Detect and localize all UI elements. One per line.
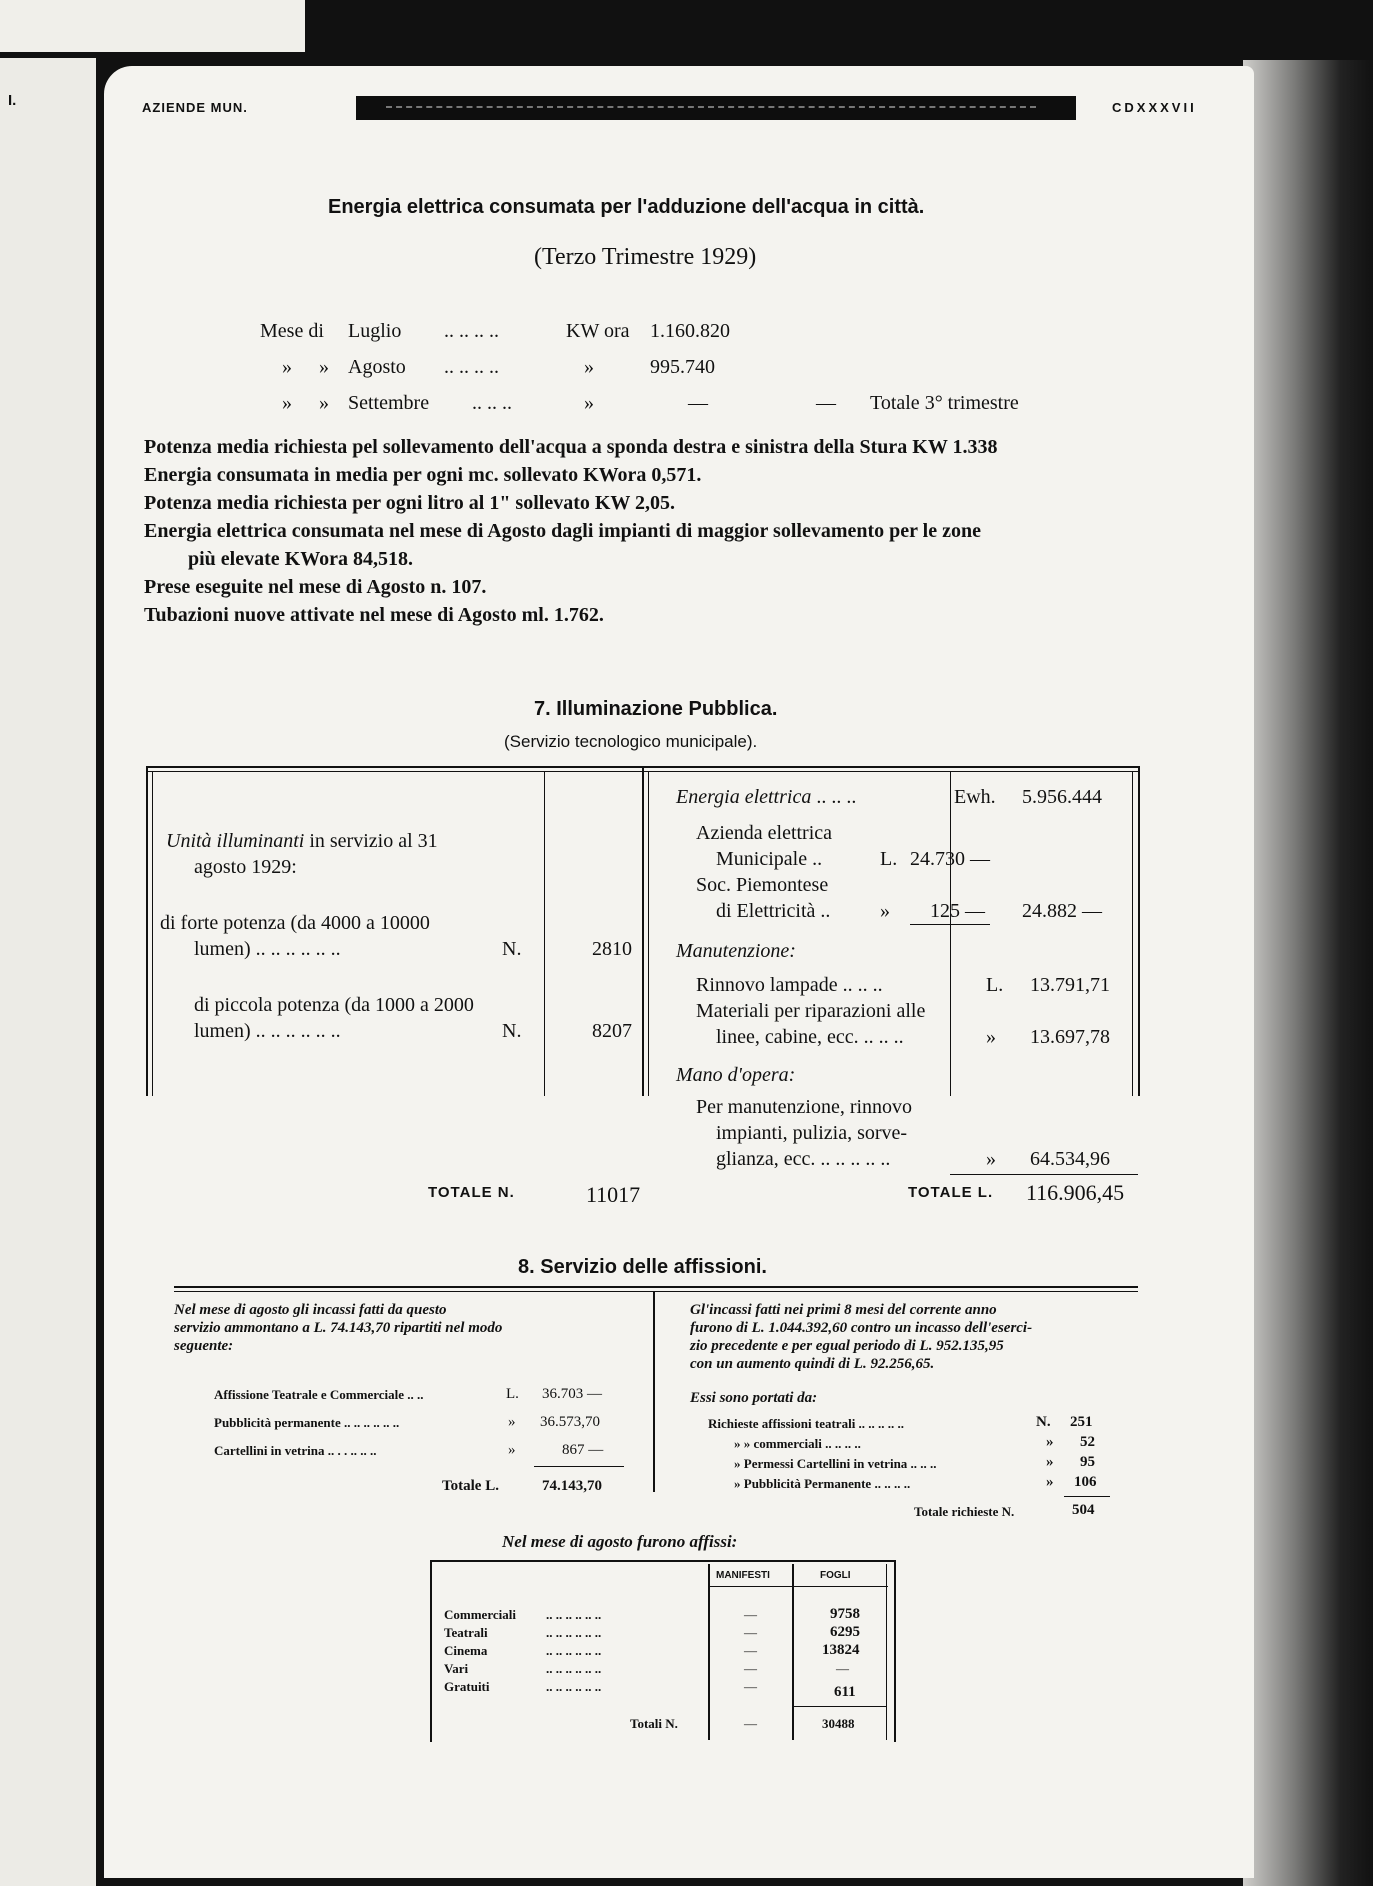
illum-azienda-unit: L. <box>880 848 898 870</box>
illum-right-total-value: 116.906,45 <box>1026 1180 1125 1205</box>
illum-left-heading: Unità illuminanti in servizio al 31 <box>166 830 438 852</box>
affissi-row-1-manifesti: — <box>744 1607 757 1622</box>
illum-per-3: glianza, ecc. .. .. .. .. .. <box>716 1148 891 1170</box>
illum-materiali-value: 13.697,78 <box>1030 1026 1110 1048</box>
affissioni-right-row-2-label: » » commerciali .. .. .. .. <box>734 1436 861 1451</box>
energia-paragraph-4: Energia elettrica consumata nel mese di Agosto dagli impianti di maggior sollevamento per le zone <box>144 520 981 542</box>
illum-mano: Mano d'opera: <box>676 1064 796 1086</box>
illum-per-unit: » <box>986 1148 996 1170</box>
energia-row-2-dots: .. .. .. .. <box>444 356 499 378</box>
affissi-row-5-manifesti: — <box>744 1679 757 1694</box>
affissioni-top-rule-2 <box>174 1291 1138 1292</box>
energia-row-3-dots: .. .. .. <box>472 392 512 414</box>
illum-forte-line-1: di forte potenza (da 4000 a 10000 <box>160 912 430 934</box>
illum-materiali-1: Materiali per riparazioni alle <box>696 1000 926 1022</box>
affissi-row-5-dots: .. .. .. .. .. .. <box>546 1679 602 1694</box>
affissioni-right-row-4-value: 106 <box>1074 1474 1097 1490</box>
affissi-row-2-dots: .. .. .. .. .. .. <box>546 1625 602 1640</box>
illum-forte-line-2: lumen) .. .. .. .. .. .. <box>194 938 341 960</box>
affissi-row-3-manifesti: — <box>744 1643 757 1658</box>
affissioni-left-row-2-value: 36.573,70 <box>540 1414 600 1430</box>
affissi-row-5-fogli: 611 <box>834 1684 856 1700</box>
illum-left-total-label: TOTALE N. <box>428 1184 515 1201</box>
illum-rinnovo-unit: L. <box>986 974 1004 996</box>
energia-row-1-dots: .. .. .. .. <box>444 320 499 342</box>
affissioni-left-row-3-label: Cartellini in vetrina .. . . .. .. .. <box>214 1443 377 1458</box>
affissi-col-divider-1 <box>708 1564 710 1740</box>
affissioni-right-row-1-label: Richieste affissioni teatrali .. .. .. .. .. <box>708 1416 905 1431</box>
affissi-total-label: Totali N. <box>630 1716 678 1731</box>
illum-forte-unit: N. <box>502 938 522 960</box>
illum-soc-unit: » <box>880 900 890 922</box>
affissioni-left-intro-2: servizio ammontano a L. 74.143,70 ripartiti nel modo <box>174 1320 503 1336</box>
left-margin-fragment: I. <box>8 92 17 109</box>
illum-energia-total: 24.882 — <box>1022 900 1102 922</box>
affissi-row-2-fogli: 6295 <box>830 1624 860 1640</box>
illum-col-divider-3 <box>950 771 951 1096</box>
energia-row-3-note: Totale 3° trimestre <box>870 392 1019 414</box>
affissi-header-rule <box>708 1586 888 1587</box>
illum-energia-value: 5.956.444 <box>1022 786 1102 808</box>
illum-piccola-line-2: lumen) .. .. .. .. .. .. <box>194 1020 341 1042</box>
illum-energia-unit: Ewh. <box>954 786 996 808</box>
affissioni-left-row-1-label: Affissione Teatrale e Commerciale .. .. <box>214 1387 424 1402</box>
affissi-row-1-fogli: 9758 <box>830 1606 860 1622</box>
affissioni-right-row-2-unit: » <box>1046 1434 1054 1450</box>
affissioni-right-total-rule <box>1064 1496 1110 1497</box>
illum-soc-value: 125 — <box>930 900 985 922</box>
affissi-row-5-label: Gratuiti <box>444 1679 490 1694</box>
affissioni-bottom-title: Nel mese di agosto furono affissi: <box>502 1532 738 1551</box>
affissioni-right-row-1-unit: N. <box>1036 1414 1051 1430</box>
energia-row-1-value: 1.160.820 <box>650 320 730 342</box>
affissioni-title: 8. Servizio delle affissioni. <box>518 1256 767 1278</box>
illum-per-value: 64.534,96 <box>1030 1148 1110 1170</box>
affissioni-top-rule <box>174 1286 1138 1288</box>
affissi-row-4-fogli: — <box>836 1661 849 1676</box>
energia-row-2-value: 995.740 <box>650 356 715 378</box>
illum-azienda-value: 24.730 — <box>910 848 990 870</box>
affissioni-right-row-3-unit: » <box>1046 1454 1054 1470</box>
affissioni-left-row-3-value: 867 — <box>562 1442 604 1458</box>
affissioni-right-row-3-value: 95 <box>1080 1454 1095 1470</box>
affissi-row-4-dots: .. .. .. .. .. .. <box>546 1661 602 1676</box>
illum-materiali-unit: » <box>986 1026 996 1048</box>
illum-right-total-label: TOTALE L. <box>908 1184 994 1201</box>
energia-paragraph-6: Prese eseguite nel mese di Agosto n. 107. <box>144 576 487 598</box>
affissioni-left-total-value: 74.143,70 <box>542 1478 602 1494</box>
illum-manutenzione: Manutenzione: <box>676 940 796 962</box>
adjacent-page-strip <box>0 0 96 1886</box>
energia-row-3-unit: » <box>584 392 594 414</box>
illum-left-total-value: 11017 <box>586 1182 641 1207</box>
affissioni-right-intro-3: zio precedente e per egual periodo di L. 952.135,95 <box>690 1338 1004 1354</box>
illum-soc-2: di Elettricità .. <box>716 900 831 922</box>
affissi-row-3-fogli: 13824 <box>822 1642 860 1658</box>
illum-right-total-rule <box>950 1174 1138 1175</box>
affissioni-right-intro-1: Gl'incassi fatti nei primi 8 mesi del corrente anno <box>690 1302 997 1318</box>
illum-left-border <box>146 766 148 1096</box>
energia-paragraph-7: Tubazioni nuove attivate nel mese di Agosto ml. 1.762. <box>144 604 604 626</box>
energia-row-2-month: Agosto <box>348 356 406 378</box>
affissi-row-1-label: Commerciali <box>444 1607 516 1622</box>
illum-piccola-line-1: di piccola potenza (da 1000 a 2000 <box>194 994 474 1016</box>
illum-soc-1: Soc. Piemontese <box>696 874 829 896</box>
affissioni-left-row-2-unit: » <box>508 1414 516 1430</box>
affissioni-left-row-2-label: Pubblicità permanente .. .. .. .. .. .. <box>214 1415 400 1430</box>
document-page: AZIENDE MUN. CDXXXVII Energia elettrica consumata per l'adduzione dell'acqua in città. (Terzo Trimestre 1929) Mese di Luglio .. .. .. .. KW ora 1.160.820 » » Agosto .. .. .. .. » 995.740 » » Settembre .. .. .. » — — Totale 3° trimestre Potenza media richiesta pel sollevamento dell'acqua a sponda destra e sinistra della Stura KW 1.338 Energia consumata in media per ogni mc. sollevato KWora 0,571. Potenza media richiesta per ogni litro al 1" sollevato KW 2,05. Energia elettrica consumata nel mese di Agosto dagli impianti di maggior sollevamento per le zone più elevate KWora 84,518. Prese eseguite nel mese di Agosto n. 107. Tubazioni nuove attivate nel mese di Agosto ml. 1.762. 7. Illuminazione Pubblica. (Servizio tecnologico municipale). Unità illuminanti in servizio al 31 agosto 1929: di forte potenza (da 4000 a 10000 lumen) .. .. .. .. .. .. N. 2810 di piccola potenza (da 1000 a 2000 lumen) .. .. .. .. .. .. N. 8207 TOTALE N. 11017 Energia elettrica .. .. .. Ewh. 5.956.444 Azienda elettrica Municipale .. L. 24.730 — Soc. Piemontese di Elettricità .. » 125 — 24.882 — Manutenzione: Rinnovo lampade .. .. .. L. 13.791,71 Materiali per riparazioni alle linee, cabine, ecc. .. .. .. » 13.697,78 Mano d'opera: Per manutenzione, rinnovo impianti, pulizia, sorve- glianza, ecc. .. .. .. .. .. » 64.534,96 TOTALE L. 116.906,45 8. Servizio delle affissioni. Nel mese di agosto gli incassi fatti da questo servizio ammontano a L. 74.143,70 ripartiti nel modo seguente: Affissione Teatrale e Commerciale .. .. L. 36.703 — Pubblicità permanente .. .. .. .. .. .. » 36.573,70 Cartellini in vetrina .. . . .. .. .. » 867 — Totale L. 74.143,70 Gl'incassi fatti nei primi 8 mesi del corrente anno furono di L. 1.044.392,60 contro un incasso dell'eserci- zio precedente e per egual periodo di L. 952.135,95 con un aumento quindi di L. 92.256,65. Essi sono portati da: Richieste affissioni teatrali .. .. .. .. .. N. 251 » » commerciali .. .. .. .. » 52 » Permessi Cartellini in vetrina .. .. .. » 95 » Pubblicità Permanente .. .. .. .. » 106 Totale richieste N. 504 Nel mese di agosto furono affissi: MANIFESTI FOGLI Commerciali .. .. .. .. .. .. — 9758 Teatrali .. .. .. .. .. .. — 6295 Cinema .. .. .. .. .. .. — 13824 Vari .. .. .. .. .. .. — — Gratuiti .. .. .. .. .. .. — 611 Totali N. — 30488 <box>104 66 1254 1878</box>
page-number: CDXXXVII <box>1112 100 1197 115</box>
illum-per-1: Per manutenzione, rinnovo <box>696 1096 913 1118</box>
illum-soc-underline <box>910 924 990 925</box>
illum-col-divider-2 <box>642 766 644 1096</box>
affissioni-right-total-label: Totale richieste N. <box>914 1504 1015 1519</box>
illum-rinnovo-value: 13.791,71 <box>1030 974 1110 996</box>
affissi-row-2-manifesti: — <box>744 1625 757 1640</box>
energia-row-1-prefix: Mese di <box>260 320 324 342</box>
affissioni-right-row-1-value: 251 <box>1070 1414 1093 1430</box>
affissi-col-fogli: FOGLI <box>820 1570 851 1581</box>
header-section-label: AZIENDE MUN. <box>142 100 248 115</box>
illum-right-border <box>1138 766 1140 1096</box>
affissi-col-manifesti: MANIFESTI <box>716 1570 770 1581</box>
affissioni-left-intro-1: Nel mese di agosto gli incassi fatti da questo <box>174 1302 447 1318</box>
energia-row-1-unit: KW ora <box>566 320 630 342</box>
affissioni-left-row-3-unit: » <box>508 1442 516 1458</box>
illum-forte-value: 2810 <box>592 938 632 960</box>
energia-paragraph-2: Energia consumata in media per ogni mc. sollevato KWora 0,571. <box>144 464 702 486</box>
illum-left-heading-2: agosto 1929: <box>194 856 297 878</box>
affissioni-left-row-1-unit: L. <box>506 1386 519 1402</box>
affissi-row-4-label: Vari <box>444 1661 469 1676</box>
affissioni-left-row-1-value: 36.703 — <box>542 1386 602 1402</box>
illum-rinnovo: Rinnovo lampade .. .. .. <box>696 974 883 996</box>
affissioni-left-total-label: Totale L. <box>442 1478 499 1494</box>
illum-energia-label: Energia elettrica .. .. .. <box>676 786 857 808</box>
affissioni-right-sub: Essi sono portati da: <box>690 1390 818 1406</box>
affissioni-right-row-4-unit: » <box>1046 1474 1054 1490</box>
illum-azienda-1: Azienda elettrica <box>696 822 833 844</box>
affissioni-divider <box>653 1292 655 1492</box>
scan-right-binding-shadow <box>1243 60 1373 1886</box>
header-ornament-bar <box>356 96 1076 120</box>
affissi-row-3-dots: .. .. .. .. .. .. <box>546 1643 602 1658</box>
affissi-row-3-label: Cinema <box>444 1643 488 1658</box>
energia-row-2-unit: » <box>584 356 594 378</box>
illum-azienda-2: Municipale .. <box>716 848 823 870</box>
energia-paragraph-1: Potenza media richiesta pel sollevamento dell'acqua a sponda destra e sinistra della Stura KW 1.338 <box>144 436 998 458</box>
illum-piccola-unit: N. <box>502 1020 522 1042</box>
illum-col-divider-1 <box>544 771 545 1096</box>
affissioni-right-intro-2: furono di L. 1.044.392,60 contro un incasso dell'eserci- <box>690 1320 1033 1336</box>
energia-row-3-month: Settembre <box>348 392 430 414</box>
energia-paragraph-5: più elevate KWora 84,518. <box>188 548 413 570</box>
affissioni-left-total-rule <box>534 1466 624 1467</box>
energia-paragraph-3: Potenza media richiesta per ogni litro al 1" sollevato KW 2,05. <box>144 492 676 514</box>
illuminazione-title: 7. Illuminazione Pubblica. <box>534 698 778 720</box>
affissioni-right-row-4-label: » Pubblicità Permanente .. .. .. .. <box>734 1476 911 1491</box>
affissi-col-divider-2 <box>792 1564 794 1740</box>
illum-per-2: impianti, pulizia, sorve- <box>716 1122 908 1144</box>
scan-top-left-paper <box>0 0 305 52</box>
affissi-total-rule <box>792 1706 886 1707</box>
energia-title: Energia elettrica consumata per l'adduzione dell'acqua in città. <box>328 196 925 218</box>
energia-row-3-prefix: » <box>282 392 292 414</box>
illuminazione-subtitle: (Servizio tecnologico municipale). <box>504 732 758 751</box>
affissi-total-fogli: 30488 <box>822 1716 855 1731</box>
illum-piccola-value: 8207 <box>592 1020 632 1042</box>
energia-subtitle: (Terzo Trimestre 1929) <box>534 244 757 270</box>
energia-row-3-dash: — <box>816 392 836 414</box>
affissioni-right-total-value: 504 <box>1072 1502 1095 1518</box>
affissioni-right-row-2-value: 52 <box>1080 1434 1095 1450</box>
energia-row-1-month: Luglio <box>348 320 402 342</box>
energia-row-3-value: — <box>688 392 708 414</box>
affissi-total-manifesti: — <box>744 1716 757 1731</box>
affissioni-right-intro-4: con un aumento quindi di L. 92.256,65. <box>690 1356 935 1372</box>
illum-materiali-2: linee, cabine, ecc. .. .. .. <box>716 1026 904 1048</box>
affissi-row-1-dots: .. .. .. .. .. .. <box>546 1607 602 1622</box>
energia-row-2-prefix: » <box>282 356 292 378</box>
affissi-row-4-manifesti: — <box>744 1661 757 1676</box>
affissioni-right-row-3-label: » Permessi Cartellini in vetrina .. .. .. <box>734 1456 937 1471</box>
affissioni-left-intro-3: seguente: <box>174 1338 234 1354</box>
affissi-row-2-label: Teatrali <box>444 1625 488 1640</box>
